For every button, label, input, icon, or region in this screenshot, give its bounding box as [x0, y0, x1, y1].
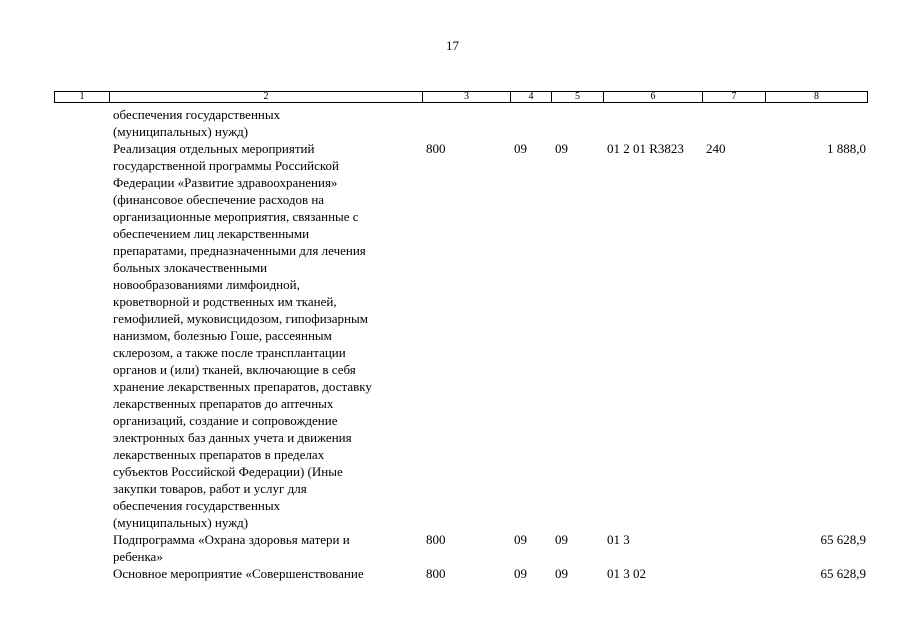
- row-name-line: гемофилией, муковисцидозом, гипофизарным: [113, 311, 368, 326]
- row-name-line: обеспечением лиц лекарственными: [113, 226, 310, 241]
- table-row: [54, 106, 868, 140]
- row-col5-cell: 09: [555, 566, 568, 581]
- header-col-5: 5: [552, 92, 604, 102]
- row-col8-cell: 1 888,0: [827, 141, 866, 156]
- row-col5-cell: 09: [555, 141, 568, 156]
- row-name-line: организаций, создание и сопровождение: [113, 413, 338, 428]
- row-col6-cell: 01 2 01 R3823: [607, 141, 684, 156]
- table-header-row: [54, 91, 868, 103]
- table-body: [54, 106, 868, 582]
- row-name-cell: [113, 106, 423, 140]
- header-col-2: 2: [110, 92, 423, 102]
- header-col-6: 6: [604, 92, 703, 102]
- row-name-line: организационные мероприятия, связанные с: [113, 209, 359, 224]
- row-name-line: органов и (или) тканей, включающие в себя: [113, 362, 356, 377]
- row-name-line: Подпрограмма «Охрана здоровья матери и: [113, 532, 350, 547]
- row-name-line: (муниципальных) нужд): [113, 124, 249, 139]
- row-col8-cell: 65 628,9: [820, 532, 866, 547]
- row-name-line: Основное мероприятие «Совершенствование: [113, 566, 364, 581]
- row-name-line: хранение лекарственных препаратов, доставку: [113, 379, 372, 394]
- row-name-line: нанизмом, болезнью Гоше, рассеянным: [113, 328, 332, 343]
- row-name-cell: [113, 565, 423, 582]
- row-name-line: лекарственных препаратов до аптечных: [113, 396, 334, 411]
- row-col6-cell: 01 3 02: [607, 566, 646, 581]
- row-name-line: субъектов Российской Федерации) (Иные: [113, 464, 343, 479]
- page-number: 17: [446, 38, 459, 53]
- row-name-line: кроветворной и родственных им тканей,: [113, 294, 337, 309]
- row-name-line: обеспечения государственных: [113, 498, 281, 513]
- row-name-line: Федерации «Развитие здравоохранения»: [113, 175, 338, 190]
- row-name-line: препаратами, предназначенными для лечения: [113, 243, 366, 258]
- row-name-cell: [113, 531, 423, 565]
- row-name-line: закупки товаров, работ и услуг для: [113, 481, 307, 496]
- row-col5-cell: 09: [555, 532, 568, 547]
- row-col3-cell: 800: [426, 532, 446, 547]
- row-col4-cell: 09: [514, 532, 527, 547]
- row-col7-cell: 240: [706, 141, 726, 156]
- header-col-1: 1: [55, 92, 110, 102]
- row-name-line: новообразованиями лимфоидной,: [113, 277, 300, 292]
- header-col-7: 7: [703, 92, 766, 102]
- table-row: [54, 565, 868, 582]
- table-row: [54, 140, 868, 531]
- header-col-4: 4: [511, 92, 552, 102]
- row-name-line: (муниципальных) нужд): [113, 515, 249, 530]
- row-name-line: обеспечения государственных: [113, 107, 281, 122]
- header-col-8: 8: [814, 91, 819, 102]
- header-col-3: 3: [423, 92, 511, 102]
- row-name-line: склерозом, а также после трансплантации: [113, 345, 346, 360]
- row-col4-cell: 09: [514, 141, 527, 156]
- row-name-line: электронных баз данных учета и движения: [113, 430, 352, 445]
- row-col3-cell: 800: [426, 141, 446, 156]
- row-name-line: (финансовое обеспечение расходов на: [113, 192, 325, 207]
- row-col3-cell: 800: [426, 566, 446, 581]
- row-name-line: больных злокачественными: [113, 260, 268, 275]
- row-name-line: лекарственных препаратов в пределах: [113, 447, 325, 462]
- row-name-line: ребенка»: [113, 549, 163, 564]
- row-col4-cell: 09: [514, 566, 527, 581]
- row-name-cell: [113, 140, 423, 531]
- row-col6-cell: 01 3: [607, 532, 630, 547]
- row-name-line: государственной программы Российской: [113, 158, 339, 173]
- table-row: [54, 531, 868, 565]
- row-col8-cell: 65 628,9: [820, 566, 866, 581]
- row-name-line: Реализация отдельных мероприятий: [113, 141, 315, 156]
